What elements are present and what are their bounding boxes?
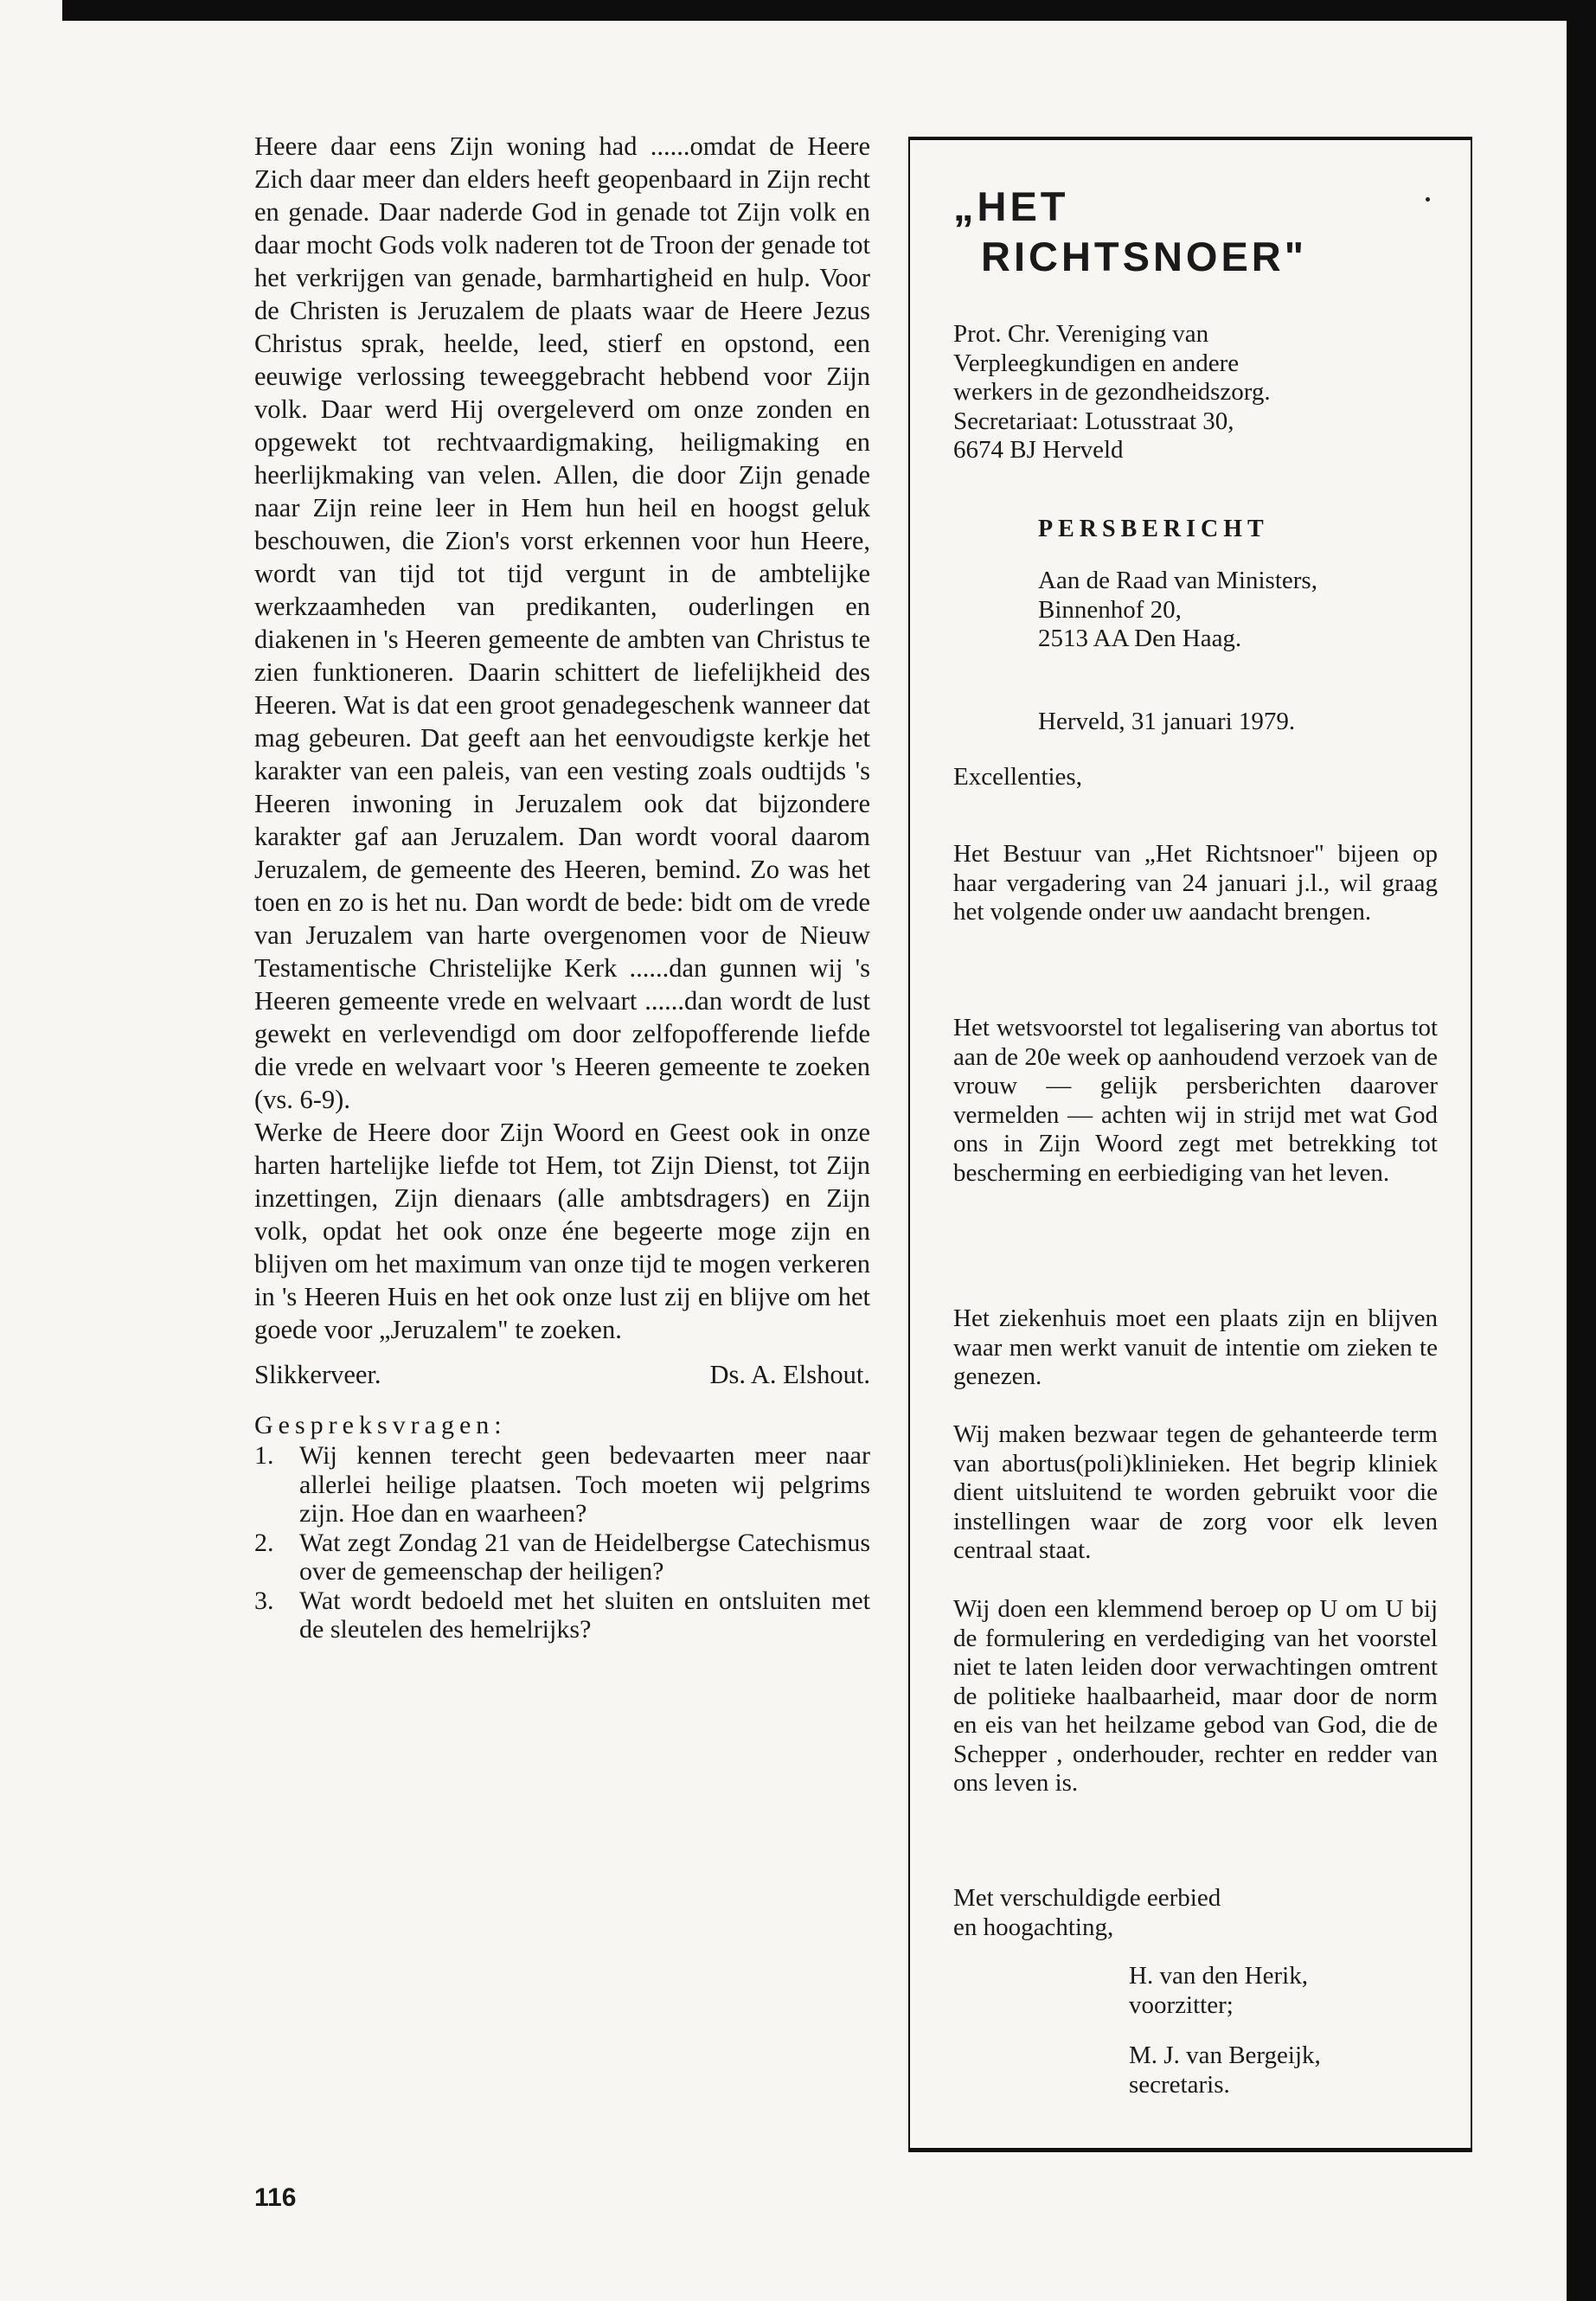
- masthead: [953, 182, 1307, 282]
- org-line: Verpleegkundigen en andere: [953, 349, 1240, 377]
- address-line: 2513 AA Den Haag.: [1038, 625, 1242, 652]
- signatory-name: M. J. van Bergeijk,: [1129, 2041, 1321, 2069]
- question-number: 3.: [254, 1586, 274, 1615]
- letter-salutation: Excellenties,: [953, 763, 1082, 791]
- signatory-role: secretaris.: [1129, 2070, 1230, 2099]
- letter-paragraph-1: Het Bestuur van „Het Richtsnoer" bijeen op haar vergadering van 24 januari j.l., wil graag het volgende onder uw aandacht brengen.: [953, 840, 1438, 926]
- org-line: Secretariaat: Lotusstraat 30,: [953, 407, 1234, 435]
- print-speck: [1426, 197, 1430, 202]
- scan-right-edge: [1567, 0, 1596, 2301]
- questions-list: [254, 1441, 870, 1644]
- article-signature: [254, 1358, 870, 1391]
- signature-secretary: [1129, 2041, 1440, 2099]
- org-line: 6674 BJ Herveld: [953, 436, 1124, 464]
- question-item: [254, 1586, 870, 1644]
- scan-top-edge: [62, 0, 1596, 21]
- page-number: 116: [254, 2183, 297, 2212]
- address-block: [1038, 567, 1445, 654]
- letter-date: Herveld, 31 januari 1979.: [1038, 708, 1296, 735]
- article-author: Ds. A. Elshout.: [709, 1360, 870, 1389]
- question-text: Wij kennen terecht geen bedevaarten meer naar allerlei heilige plaatsen. Toch moeten wij pelgrims zijn. Hoe dan en waarheen?: [299, 1441, 870, 1528]
- question-text: Wat wordt bedoeld met het sluiten en ontsluiten met de sleutelen des hemelrijks?: [299, 1586, 870, 1644]
- signatory-role: voorzitter;: [1129, 1990, 1234, 2019]
- questions-title: Gespreksvragen:: [254, 1411, 507, 1439]
- org-line: werkers in de gezondheidszorg.: [953, 378, 1271, 406]
- letter-paragraph-5: Wij doen een klemmend beroep op U om U bij de formulering en verdediging van het voorstel niet te laten leiden door verwachtingen omtrent de politieke haalbaarheid, maar door de norm en eis van het heilzame gebod van God, die de Schepper , onderhouder, rechter en redder van ons leven is.: [953, 1595, 1438, 1797]
- letter-paragraph-4: Wij maken bezwaar tegen de gehanteerde term van abortus(poli)klinieken. Het begrip kliniek dient uitsluitend te worden gebruikt voor die instellingen waar de zorg voor elk leven centraal staat.: [953, 1420, 1438, 1564]
- press-release-heading: PERSBERICHT: [1038, 516, 1269, 542]
- letter-paragraph-3: Het ziekenhuis moet een plaats zijn en blijven waar men werkt vanuit de intentie om zieken te genezen.: [953, 1304, 1438, 1390]
- left-column: [254, 130, 870, 1644]
- signature-chair: [1129, 1962, 1440, 2020]
- question-number: 1.: [254, 1441, 274, 1470]
- letter-paragraph-2: Het wetsvoorstel tot legalisering van abortus tot aan de 20e week op aanhoudend verzoek van de vrouw — gelijk persberichten daarover vermelden — achten wij in strijd met wat God ons in Zijn Woord zegt met betrekking tot bescherming en eerbiediging van het leven.: [953, 1014, 1438, 1187]
- masthead-line-2: RICHTSNOER": [981, 234, 1308, 279]
- question-text: Wat zegt Zondag 21 van de Heidelbergse Catechismus over de gemeenschap der heiligen?: [299, 1528, 870, 1586]
- closing-line: Met verschuldigde eerbied: [953, 1884, 1221, 1912]
- organization-block: [953, 320, 1438, 465]
- masthead-line-1: „HET: [953, 183, 1069, 229]
- address-line: Binnenhof 20,: [1038, 595, 1182, 624]
- org-line: Prot. Chr. Vereniging van: [953, 320, 1209, 348]
- question-item: [254, 1441, 870, 1529]
- article-place: Slikkerveer.: [254, 1360, 381, 1389]
- letter-closing: [953, 1884, 1438, 1942]
- closing-line: en hoogachting,: [953, 1913, 1114, 1941]
- article-paragraph-2: Werke de Heere door Zijn Woord en Geest ook in onze harten hartelijke liefde tot Hem, tot Zijn Dienst, tot Zijn inzettingen, Zijn dienaars (alle ambtsdragers) en Zijn volk, opdat het ook onze éne begeerte moge zijn en blijven om het maximum van onze tijd te mogen verkeren in 's Heeren Huis en het ook onze lust zij en blijve om het goede voor „Jeruzalem" te zoeken.: [254, 1118, 870, 1344]
- signatory-name: H. van den Herik,: [1129, 1962, 1308, 1990]
- address-line: Aan de Raad van Ministers,: [1038, 567, 1317, 594]
- article-paragraph-1: Heere daar eens Zijn woning had ......omdat de Heere Zich daar meer dan elders heeft geopenbaard in Zijn recht en genade. Daar naderde God in genade tot Zijn volk en daar mocht Gods volk naderen tot de Troon der genade tot het verkrijgen van genade, barmhartigheid en hulp. Voor de Christen is Jeruzalem de plaats waar de Heere Jezus Christus sprak, heelde, leed, stierf en opstond, een eeuwige verlossing teweeggebracht hebbend voor Zijn volk. Daar werd Hij overgeleverd om onze zonden en opgewekt tot rechtvaardigmaking, heiligmaking en heerlijkmaking van velen. Allen, die door Zijn genade naar Zijn reine leer in Hem hun heil en hoogst geluk beschouwen, die Zion's vorst erkennen voor hun Heere, wordt van tijd tot tijd vergunt in de ambtelijke werkzaamheden van predikanten, ouderlingen en diakenen in 's Heeren gemeente de ambten van Christus te zien funktioneren. Daarin schittert de liefelijkheid des Heeren. Wat is dat een groot genadegeschenk wanneer dat mag gebeuren. Dat geeft aan het eenvoudigste kerkje het karakter van een paleis, van een vesting zoals oudtijds 's Heeren inwoning in Jeruzalem ook dat bijzondere karakter gaf aan Jeruzalem. Dan wordt vooral daarom Jeruzalem, de gemeente des Heeren, bemind. Zo was het toen en zo is het nu. Dan wordt de bede: bidt om de vrede van Jeruzalem van harte overgenomen voor de Nieuw Testamentische Christelijke Kerk ......dan gunnen wij 's Heeren gemeente vrede en welvaart ......dan wordt de lust gewekt en verlevendigd om door zelfopofferende liefde die vrede en welvaart voor 's Heeren gemeente te zoeken (vs. 6-9).: [254, 131, 870, 1114]
- question-item: [254, 1529, 870, 1586]
- question-number: 2.: [254, 1528, 274, 1557]
